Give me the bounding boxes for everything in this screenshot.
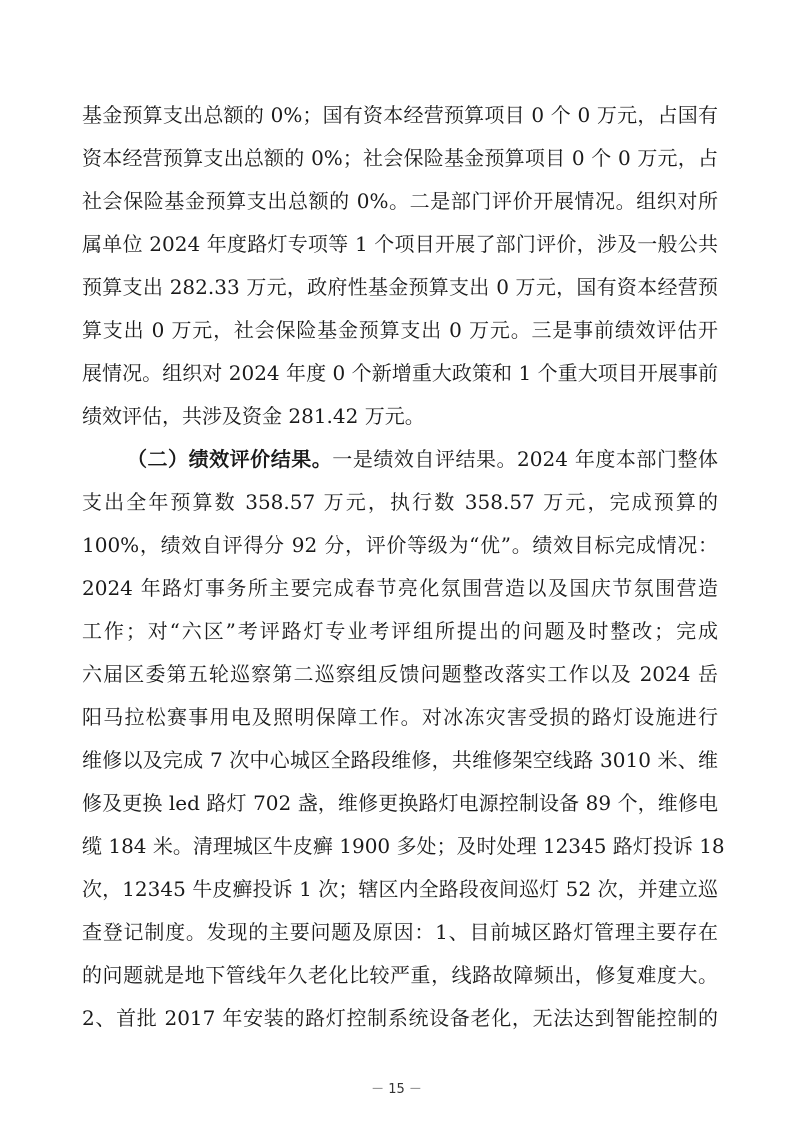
section-heading: （二）绩效评价结果。: [127, 447, 333, 471]
text-line: 阳马拉松赛事用电及照明保障工作。对冰冻灾害受损的路灯设施进行: [82, 705, 718, 729]
text-line: 预算支出 282.33 万元，政府性基金预算支出 0 万元，国有资本经营预: [82, 275, 718, 299]
text-line: 属单位 2024 年度路灯专项等 1 个项目开展了部门评价，涉及一般公共: [82, 232, 718, 256]
heading-line-text: 一是绩效自评结果。2024 年度本部门整体: [332, 447, 719, 471]
text-line: 2、首批 2017 年安装的路灯控制系统设备老化，无法达到智能控制的: [82, 1006, 718, 1030]
text-line: 查登记制度。发现的主要问题及原因：1、目前城区路灯管理主要存在: [82, 920, 718, 944]
text-line: 社会保险基金预算支出总额的 0%。二是部门评价开展情况。组织对所: [82, 189, 718, 213]
text-line: 展情况。组织对 2024 年度 0 个新增重大政策和 1 个重大项目开展事前: [82, 361, 718, 385]
text-line: 绩效评估，共涉及资金 281.42 万元。: [82, 404, 425, 428]
text-line: 100%，绩效自评得分 92 分，评价等级为“优”。绩效目标完成情况：: [82, 533, 718, 557]
text-line: 修及更换 led 路灯 702 盏，维修更换路灯电源控制设备 89 个，维修电: [82, 791, 718, 815]
text-line: 算支出 0 万元，社会保险基金预算支出 0 万元。三是事前绩效评估开: [82, 318, 718, 342]
text-line: 支出全年预算数 358.57 万元，执行数 358.57 万元，完成预算的: [82, 490, 718, 514]
page-number: － 15 －: [371, 1082, 422, 1097]
text-line: 六届区委第五轮巡察第二巡察组反馈问题整改落实工作以及 2024 岳: [82, 662, 718, 686]
text-line: 缆 184 米。清理城区牛皮癣 1900 多处；及时处理 12345 路灯投诉 18: [82, 834, 725, 858]
section-heading-line: [127, 442, 718, 476]
text-line: 次，12345 牛皮癣投诉 1 次；辖区内全路段夜间巡灯 52 次，并建立巡: [82, 877, 718, 901]
text-line: 维修以及完成 7 次中心城区全路段维修，共维修架空线路 3010 米、维: [82, 748, 718, 772]
text-line: 工作；对“六区”考评路灯专业考评组所提出的问题及时整改；完成: [82, 619, 718, 643]
text-line: 基金预算支出总额的 0%；国有资本经营预算项目 0 个 0 万元，占国有: [82, 103, 718, 127]
text-line: 2024 年路灯事务所主要完成春节亮化氛围营造以及国庆节氛围营造: [82, 576, 718, 600]
text-line: 的问题就是地下管线年久老化比较严重，线路故障频出，修复难度大。: [82, 963, 718, 987]
text-line: 资本经营预算支出总额的 0%；社会保险基金预算项目 0 个 0 万元，占: [82, 146, 718, 170]
